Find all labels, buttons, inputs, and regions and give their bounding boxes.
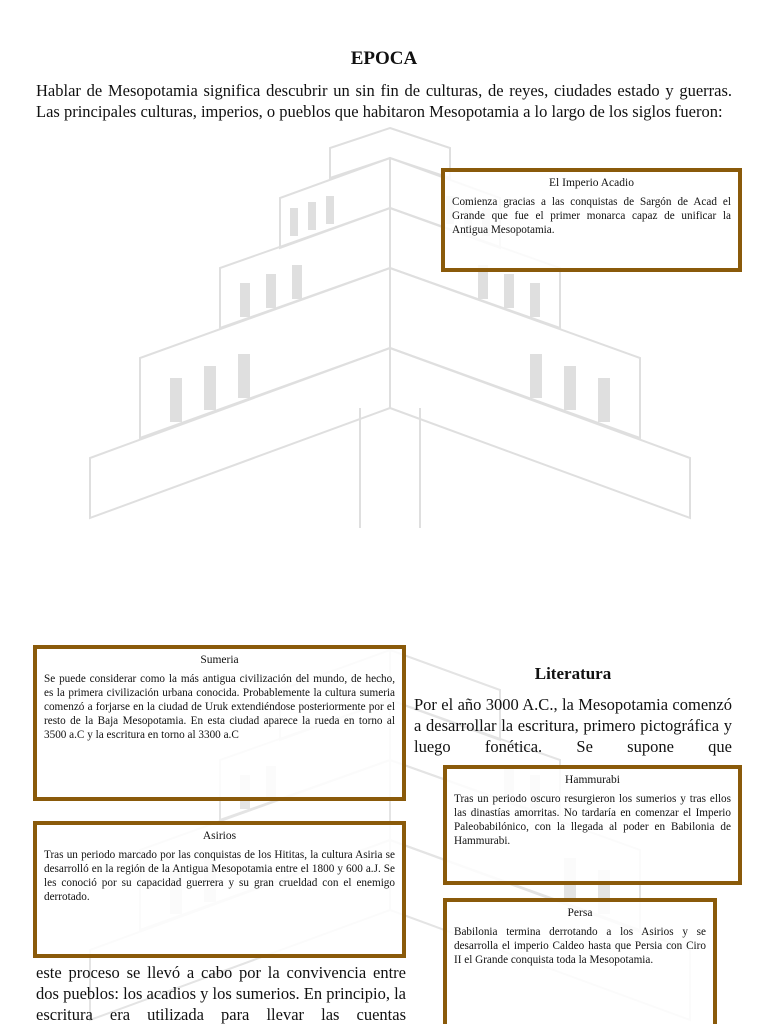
box-imperio-acadio [441, 168, 742, 272]
box-title: Sumeria [200, 654, 239, 666]
box-persa [443, 898, 717, 1024]
box-text: Comienza gracias a las conquistas de Sargón de Acad el Grande que fue el primer monarca capaz de unificar la Antigua Mesopotamia. [452, 196, 731, 236]
box-title: Persa [567, 907, 593, 919]
bottom-paragraph: este proceso se llevó a cabo por la convivencia entre dos pueblos: los acadios y los sumerios. En principio, la escritura era utilizada para llevar las cuentas [36, 963, 406, 1024]
box-text: Tras un periodo marcado por las conquistas de los Hititas, la cultura Asiria se desarrolló en la región de la Antigua Mesopotamia entre el 1800 y 600 a.J. Se les conoció por su capacidad guerrera y su gran crueldad con el enemigo derrotado. [44, 849, 395, 903]
literatura-paragraph: Por el año 3000 A.C., la Mesopotamia comenzó a desarrollar la escritura, primero pictográfica y luego fonética. Se supone que [414, 695, 732, 756]
box-title: Hammurabi [565, 774, 620, 786]
literatura-heading: Literatura [534, 664, 612, 683]
intro-paragraph: Hablar de Mesopotamia significa descubrir un sin fin de culturas, de reyes, ciudades estado y guerras. Las principales culturas, imperios, o pueblos que habitaron Mesopotamia a lo largo de los siglos fueron: [36, 81, 732, 121]
box-text: Tras un periodo oscuro resurgieron los sumerios y tras ellos las dinastías amorritas. No tardaría en comenzar el Imperio Paleobabilónico, con la llegada al poder en Babilonia de Hammurabi. [454, 793, 731, 847]
box-text: Babilonia termina derrotando a los Asirios y se desarrolla el imperio Caldeo hasta que Persia con Ciro II el Grande conquista toda la Mesopotamia. [454, 926, 706, 966]
page-title: EPOCA [350, 48, 418, 69]
box-asirios [33, 821, 406, 958]
box-text: Se puede considerar como la más antigua civilización del mundo, de hecho, es la primera civilización urbana conocida. Probablemente la cultura sumeria comenzó a forjarse en la ciudad de Uruk extendiéndose posteriormente por el resto de la Baja Mesopotamia. En esta ciudad aparece la rueda en torno al 3500 a.C y la escritura en torno al 3300 a.C [44, 673, 395, 741]
box-sumeria [33, 645, 406, 801]
box-title: El Imperio Acadio [549, 177, 634, 189]
box-hammurabi [443, 765, 742, 885]
box-title: Asirios [202, 830, 237, 842]
